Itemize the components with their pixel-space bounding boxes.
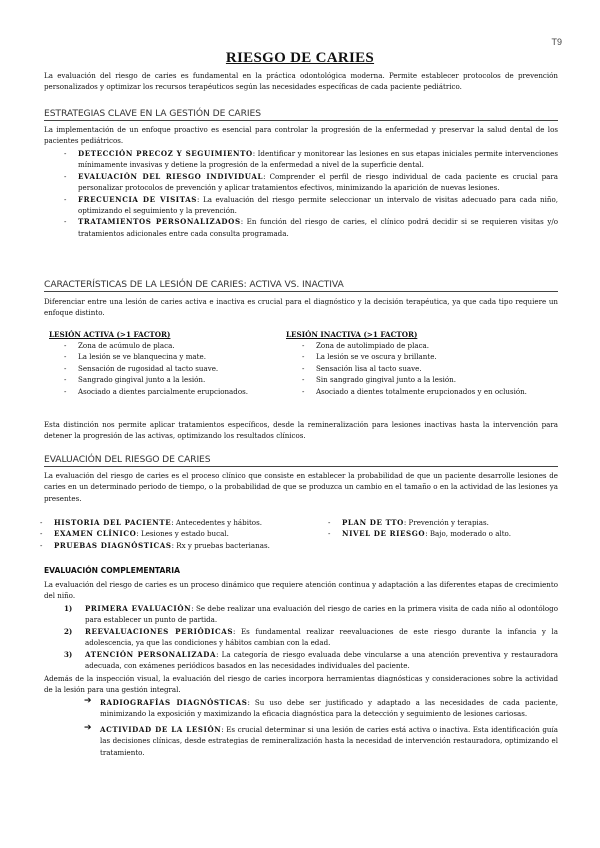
- inactive-lesion-header: LESIÓN INACTIVA (>1 FACTOR): [286, 330, 418, 339]
- list-item: ➔ RADIOGRAFÍAS DIAGNÓSTICAS: Su uso debe ser justificado y adaptado a las necesidades de cada paciente, minimizando la exposición y maximizando la eficacia diagnóstica para la detección y seguimiento de lesiones cariosas.: [84, 696, 558, 719]
- document-title: RIESGO DE CARIES: [225, 50, 375, 66]
- section-heading-strategies: ESTRATEGIAS CLAVE EN LA GESTIÓN DE CARIES: [44, 108, 558, 121]
- list-item: ➔ ACTIVIDAD DE LA LESIÓN: Es crucial determinar si una lesión de caries está activa o inactiva. Esta identificación guía las decisiones clínicas, desde estrategias de remineralización hasta la necesidad de intervención restauradora, optimizando el tratamiento.: [84, 722, 558, 757]
- risk-assessment-list-right: [328, 517, 558, 540]
- list-item: - Sensación de rugosidad al tacto suave.: [64, 363, 274, 374]
- assessment-numbered-list: [64, 603, 558, 671]
- list-item: - NIVEL DE RIESGO: Bajo, moderado o alto.: [328, 528, 558, 539]
- diagnostic-tools-paragraph: Además de la inspección visual, la evaluación del riesgo de caries incorpora herramientas diagnósticas y consideraciones sobre la actividad de la lesión para una gestión integral.: [44, 674, 558, 695]
- strategies-paragraph: La implementación de un enfoque proactivo es esencial para controlar la progresión de la enfermedad y preservar la salud dental de los pacientes pediátricos.: [44, 125, 558, 146]
- strategies-list: [64, 148, 558, 239]
- list-item: - EXAMEN CLÍNICO: Lesiones y estado bucal.: [40, 528, 310, 539]
- inactive-lesion-list: [302, 340, 552, 397]
- list-item: 2) REEVALUACIONES PERIÓDICAS: Es fundamental realizar reevaluaciones de este riesgo durante la infancia y la adolescencia, ya que las condiciones y hábitos cambian con la edad.: [64, 626, 558, 648]
- list-item: - PLAN DE TTO: Prevención y terapias.: [328, 517, 558, 528]
- arrow-right-icon: ➔: [84, 696, 92, 706]
- list-item: 1) PRIMERA EVALUACIÓN: Se debe realizar una evaluación del riesgo de caries en la primera visita de cada niño al odontólogo para establecer un punto de partida.: [64, 604, 558, 625]
- arrow-right-icon: ➔: [84, 722, 92, 733]
- risk-assessment-paragraph: La evaluación del riesgo de caries es el proceso clínico que consiste en establecer la probabilidad de que un paciente desarrolle lesiones de caries en un determinado periodo de tiempo, o la probabilidad de que se produzca un cambio en el tamaño o en la actividad de las lesiones ya presentes.: [44, 471, 558, 503]
- list-item: - La lesión se ve oscura y brillante.: [302, 351, 552, 362]
- list-item: - Sin sangrado gingival junto a la lesión.: [302, 374, 552, 385]
- list-item: - La lesión se ve blanquecina y mate.: [64, 351, 274, 362]
- complementary-assessment-heading: EVALUACIÓN COMPLEMENTARIA: [44, 566, 180, 575]
- list-item: - EVALUACIÓN DEL RIESGO INDIVIDUAL: Comprender el perfil de riesgo individual de cada paciente es crucial para personalizar protocolos de prevención y aplicar tratamientos efectivos, minimizando la aparición de nuevas lesiones.: [64, 171, 558, 194]
- list-item: - TRATAMIENTOS PERSONALIZADOS: En función del riesgo de caries, el clínico podrá decidir si se requieren visitas y/o tratamientos adicionales entre cada consulta programada.: [64, 216, 558, 239]
- page-number: T9: [551, 37, 562, 47]
- lesion-closing-paragraph: Esta distinción nos permite aplicar tratamientos específicos, desde la remineralización para lesiones inactivas hasta la intervención para detener la progresión de las activas, optimizando los resultados clínicos.: [44, 420, 558, 441]
- section-heading-risk-assessment: EVALUACIÓN DEL RIESGO DE CARIES: [44, 454, 558, 467]
- lesion-characteristics-paragraph: Diferenciar entre una lesión de caries activa e inactiva es crucial para el diagnóstico y la decisión terapéutica, ya que cada tipo requiere un enfoque distinto.: [44, 297, 558, 318]
- list-item: - Zona de autolimpiado de placa.: [302, 340, 552, 351]
- list-item: - Sangrado gingival junto a la lesión.: [64, 374, 274, 385]
- list-item: - DETECCIÓN PRECOZ Y SEGUIMIENTO: Identificar y monitorear las lesiones en sus etapas iniciales permite intervenciones mínimamente invasivas y detiene la progresión de la enfermedad a nivel de la superficie dental.: [64, 148, 558, 171]
- list-item: - Asociado a dientes parcialmente erupcionados.: [64, 386, 274, 397]
- diagnostic-tools-list: [84, 697, 558, 758]
- section-heading-lesion-characteristics: CARACTERÍSTICAS DE LA LESIÓN DE CARIES: ACTIVA VS. INACTIVA: [44, 279, 558, 292]
- list-item: - FRECUENCIA DE VISITAS: La evaluación del riesgo permite seleccionar un intervalo de visitas adecuado para cada niño, optimizando el seguimiento y la prevención.: [64, 194, 558, 217]
- active-lesion-list: [64, 340, 274, 397]
- list-item: 3) ATENCIÓN PERSONALIZADA: La categoría de riesgo evaluada debe vincularse a una atención preventiva y restauradora adecuada, con exámenes periódicos basados en las necesidades individuales del paciente.: [64, 649, 559, 671]
- complementary-assessment-paragraph: La evaluación del riesgo de caries es un proceso dinámico que requiere atención continua y adaptación a las diferentes etapas de crecimiento del niño.: [44, 580, 558, 601]
- list-item: - Sensación lisa al tacto suave.: [302, 363, 552, 374]
- active-lesion-header: LESIÓN ACTIVA (>1 FACTOR): [49, 330, 171, 339]
- list-item: - PRUEBAS DIAGNÓSTICAS: Rx y pruebas bacterianas.: [40, 540, 310, 551]
- list-item: - Zona de acúmulo de placa.: [64, 340, 274, 351]
- list-item: - Asociado a dientes totalmente erupcionados y en oclusión.: [302, 386, 552, 397]
- intro-paragraph: La evaluación del riesgo de caries es fundamental en la práctica odontológica moderna. Permite establecer protocolos de prevención personalizados y optimizar los recursos terapéuticos según las necesidades específicas de cada paciente pediátrico.: [44, 71, 558, 92]
- risk-assessment-list-left: [40, 517, 310, 551]
- list-item: - HISTORIA DEL PACIENTE: Antecedentes y hábitos.: [40, 517, 310, 528]
